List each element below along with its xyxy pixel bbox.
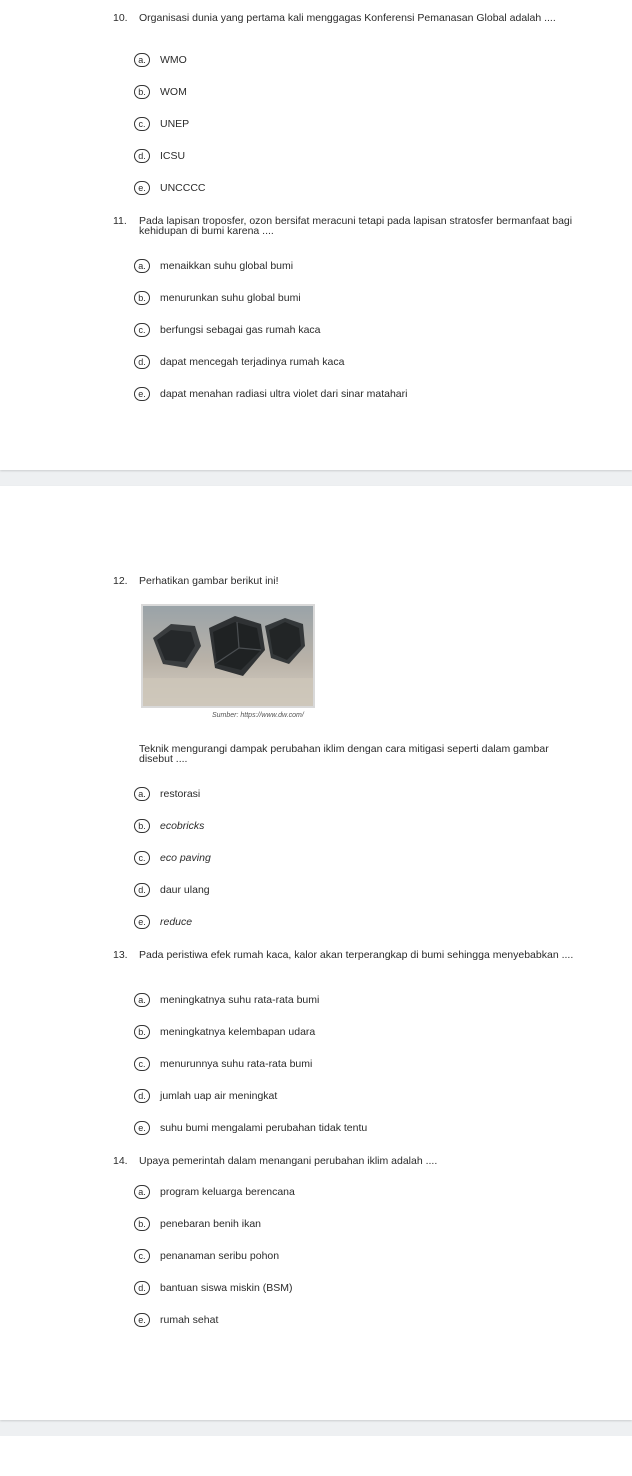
option-label: menaikkan suhu global bumi	[160, 260, 294, 272]
option-letter-badge: c.	[134, 1249, 150, 1263]
document-page-1	[0, 0, 632, 470]
option-label: berfungsi sebagai gas rumah kaca	[160, 324, 321, 336]
question-intro: Perhatikan gambar berikut ini!	[139, 575, 279, 587]
question-number: 13.	[113, 949, 128, 961]
option-label: suhu bumi mengalami perubahan tidak tentu	[160, 1122, 368, 1134]
question-text: Pada peristiwa efek rumah kaca, kalor akan terperangkap di bumi sehingga menyebabkan ....	[139, 949, 574, 961]
option-letter-badge: c.	[134, 117, 150, 131]
option-label: WOM	[160, 86, 187, 98]
option-letter-badge: d.	[134, 149, 150, 163]
option-letter-badge: b.	[134, 1025, 150, 1039]
option-label: meningkatnya suhu rata-rata bumi	[160, 994, 320, 1006]
option-label: UNCCCC	[160, 182, 206, 194]
option-letter-badge: a.	[134, 1185, 150, 1199]
question-text: Upaya pemerintah dalam menangani perubahan iklim adalah ....	[139, 1155, 438, 1167]
option-label: daur ulang	[160, 884, 210, 896]
option-label: UNEP	[160, 118, 190, 130]
option-label: ecobricks	[160, 820, 205, 832]
option-letter-badge: e.	[134, 387, 150, 401]
option-label: rumah sehat	[160, 1314, 219, 1326]
option-label: menurunnya suhu rata-rata bumi	[160, 1058, 313, 1070]
option-letter-badge: a.	[134, 787, 150, 801]
option-letter-badge: a.	[134, 993, 150, 1007]
question-number: 12.	[113, 575, 128, 587]
question-text: Teknik mengurangi dampak perubahan iklim dengan cara mitigasi seperti dalam gambar disebut ....	[139, 743, 549, 765]
option-label: program keluarga berencana	[160, 1186, 295, 1198]
option-letter-badge: a.	[134, 53, 150, 67]
option-label: reduce	[160, 916, 193, 928]
option-letter-badge: b.	[134, 291, 150, 305]
option-letter-badge: b.	[134, 1217, 150, 1231]
option-letter-badge: c.	[134, 851, 150, 865]
option-letter-badge: c.	[134, 323, 150, 337]
question-number: 10.	[113, 12, 128, 24]
question-number: 11.	[113, 215, 127, 227]
eco-paving-photo	[141, 604, 315, 708]
question-text: Organisasi dunia yang pertama kali menggagas Konferensi Pemanasan Global adalah ....	[139, 12, 556, 24]
option-label: meningkatnya kelembapan udara	[160, 1026, 316, 1038]
option-letter-badge: b.	[134, 819, 150, 833]
option-letter-badge: c.	[134, 1057, 150, 1071]
option-letter-badge: d.	[134, 883, 150, 897]
option-letter-badge: e.	[134, 1313, 150, 1327]
image-source-caption: Sumber: https://www.dw.com/	[212, 712, 304, 719]
option-letter-badge: e.	[134, 915, 150, 929]
option-letter-badge: b.	[134, 85, 150, 99]
question-text: Pada lapisan troposfer, ozon bersifat meracuni tetapi pada lapisan stratosfer bermanfaat bagi kehidupan di bumi karena ....	[139, 215, 573, 237]
option-label: eco paving	[160, 852, 211, 864]
option-label: jumlah uap air meningkat	[160, 1090, 278, 1102]
document-page-3	[0, 1436, 632, 1476]
option-letter-badge: e.	[134, 181, 150, 195]
option-label: penanaman seribu pohon	[160, 1250, 280, 1262]
option-label: WMO	[160, 54, 187, 66]
option-label: restorasi	[160, 788, 201, 800]
option-label: bantuan siswa miskin (BSM)	[160, 1282, 293, 1294]
question-number: 14.	[113, 1155, 128, 1167]
photo-illustration	[143, 606, 313, 706]
option-letter-badge: d.	[134, 355, 150, 369]
option-label: dapat mencegah terjadinya rumah kaca	[160, 356, 345, 368]
option-label: ICSU	[160, 150, 186, 162]
option-letter-badge: a.	[134, 259, 150, 273]
option-label: menurunkan suhu global bumi	[160, 292, 301, 304]
option-label: penebaran benih ikan	[160, 1218, 262, 1230]
document-page-2	[0, 486, 632, 1420]
option-letter-badge: d.	[134, 1089, 150, 1103]
option-letter-badge: d.	[134, 1281, 150, 1295]
option-label: dapat menahan radiasi ultra violet dari sinar matahari	[160, 388, 408, 400]
option-letter-badge: e.	[134, 1121, 150, 1135]
